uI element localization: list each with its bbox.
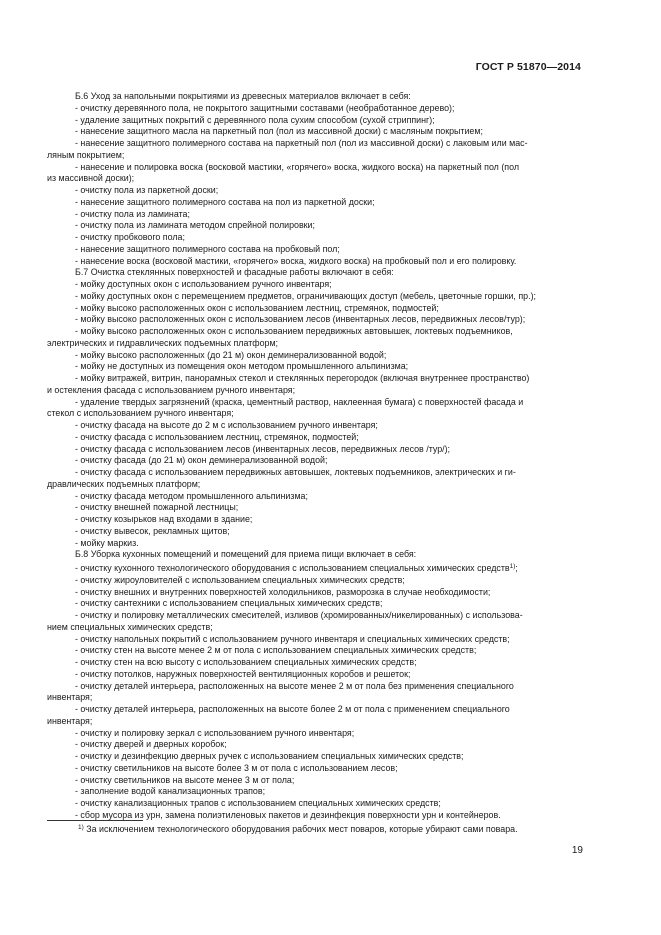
text-line <box>47 716 584 728</box>
text-line <box>47 326 584 338</box>
text-line-content: - нанесение защитного полимерного состава на паркетный пол (пол из массивной доски) с лаковым или мас- <box>75 138 528 148</box>
text-line <box>47 502 584 514</box>
text-line <box>47 598 584 610</box>
text-line-content: - очистку напольных покрытий с использованием ручного инвентаря и специальных химических средств; <box>75 633 510 644</box>
text-line <box>47 786 584 798</box>
text-line-content: - мойку высоко расположенных окон с использованием лесов (инвентарных лесов, передвижных лесов/тур); <box>75 314 526 325</box>
text-line <box>47 244 584 256</box>
text-line <box>47 538 584 550</box>
text-line <box>47 408 584 420</box>
text-line <box>47 704 584 716</box>
text-line-content: - нанесение защитного полимерного состава на пол из паркетной доски; <box>75 196 375 207</box>
text-line <box>47 256 584 268</box>
text-line <box>47 669 584 681</box>
text-line-content: - очистку фасада с использованием передвижных автовышек, локтевых подъемников, электрических и ги- <box>75 467 516 477</box>
text-line-content: - очистку пола из ламината методом спрейной полировки; <box>75 220 315 231</box>
text-line-content: - очистку жироуловителей с использованием специальных химических средств; <box>75 574 405 585</box>
text-line <box>47 561 584 575</box>
text-line <box>47 575 584 587</box>
text-line-content: - очистку стен на высоте менее 2 м от пола с использованием специальных химических средств; <box>75 645 477 656</box>
text-line-content: Б.6 Уход за напольными покрытиями из древесных материалов включает в себя: <box>75 91 411 101</box>
text-line <box>47 657 584 669</box>
text-line-content: - очистку фасада с использованием лестниц, стремянок, подмостей; <box>75 431 359 442</box>
text-line <box>47 681 584 693</box>
text-line-content: - мойку не доступных из помещения окон методом промышленного альпинизма; <box>75 361 409 372</box>
footnote-text: За исключением технологического оборудования рабочих мест поваров, которые убирают сами повара. <box>83 824 518 834</box>
text-line <box>47 763 584 775</box>
text-line <box>47 775 584 787</box>
text-line-content: - очистку фасада методом промышленного альпинизма; <box>75 490 308 501</box>
footnote-separator <box>47 820 143 821</box>
text-line-content: - очистку козырьков над входами в здание; <box>75 514 253 524</box>
text-line-content: - очистку дверей и дверных коробок; <box>75 739 227 750</box>
text-line-content: - очистку и дезинфекцию дверных ручек с использованием специальных химических средств; <box>75 751 464 761</box>
text-line-content: - мойку высоко расположенных окон с использованием передвижных автовышек, локтевых подъемников, <box>75 326 513 336</box>
text-line <box>47 751 584 763</box>
text-line <box>47 728 584 740</box>
text-line <box>47 138 584 150</box>
text-line <box>47 361 584 373</box>
text-line-content: - очистку пола из ламината; <box>75 208 190 219</box>
text-line-content: - нанесение и полировка воска (восковой мастики, «горячего» воска, жидкого воска) на паркетный пол (пол <box>75 161 520 172</box>
text-line-content: Б.8 Уборка кухонных помещений и помещений для приема пищи включает в себя: <box>75 549 417 560</box>
text-line <box>47 385 584 397</box>
text-line-content: - очистку деревянного пола, не покрытого защитными составами (необработанное дерево); <box>75 102 455 113</box>
text-line <box>47 479 584 491</box>
text-line <box>47 692 584 704</box>
text-line <box>47 267 584 279</box>
text-line <box>47 220 584 232</box>
text-line-content: - очистку фасада (до 21 м) окон деминерализованной водой; <box>75 455 328 466</box>
text-line <box>47 162 584 174</box>
text-line-content: - заполнение водой канализационных трапов; <box>75 786 266 797</box>
text-line <box>47 587 584 599</box>
text-line-content: - мойку доступных окон с использованием ручного инвентаря; <box>75 279 332 289</box>
text-line-content: - очистку фасада с использованием лесов (инвентарных лесов, передвижных лесов /тур/); <box>75 443 451 454</box>
text-line-content: - очистку фасада на высоте до 2 м с использованием ручного инвентаря; <box>75 420 378 430</box>
text-line-content: - мойку доступных окон с перемещением предметов, ограничивающих доступ (мебель, цветочные горшки, пр.); <box>75 290 536 301</box>
text-line-tail: ; <box>515 563 518 573</box>
text-line-content: - мойку маркиз. <box>75 537 139 548</box>
text-line <box>47 397 584 409</box>
text-line-content: электрических и гидравлических подъемных платформ; <box>47 337 279 348</box>
body-text <box>47 91 584 822</box>
text-line <box>47 455 584 467</box>
text-line <box>47 185 584 197</box>
text-line-content: ляным покрытием; <box>47 149 125 160</box>
text-line <box>47 467 584 479</box>
text-line-content: из массивной доски); <box>47 173 135 184</box>
text-line <box>47 798 584 810</box>
text-line-content: - удаление твердых загрязнений (краска, цементный раствор, наклеенная бумага) с поверхностей фасада и <box>75 396 524 407</box>
text-line-content: - очистку деталей интерьера, расположенных на высоте более 2 м от пола с применением специального <box>75 704 510 714</box>
text-line <box>47 303 584 315</box>
text-line-content: - нанесение воска (восковой мастики, «горячего» воска, жидкого воска) на пробковый пол и его полировку. <box>75 255 517 266</box>
text-line <box>47 549 584 561</box>
text-line-content: - очистку деталей интерьера, расположенных на высоте менее 2 м от пола без применения специального <box>75 680 514 691</box>
text-line-content: - удаление защитных покрытий с деревянного пола сухим способом (сухой стриппинг); <box>75 114 435 125</box>
document-number: ГОСТ Р 51870—2014 <box>475 61 581 73</box>
text-line <box>47 197 584 209</box>
text-line <box>47 491 584 503</box>
text-line-content: - очистку канализационных трапов с использованием специальных химических средств; <box>75 798 441 808</box>
text-line-content: - очистку пола из паркетной доски; <box>75 185 219 195</box>
text-line-content: - очистку потолков, наружных поверхностей вентиляционных коробов и решеток; <box>75 668 411 679</box>
text-line <box>47 338 584 350</box>
text-line <box>47 634 584 646</box>
text-line <box>47 209 584 221</box>
footnote <box>78 822 588 836</box>
text-line <box>47 232 584 244</box>
text-line-content: и остекления фасада с использованием ручного инвентаря; <box>47 384 296 395</box>
text-line-content: - нанесение защитного масла на паркетный пол (пол из массивной доски) с масляным покрытием; <box>75 126 483 137</box>
text-line <box>47 91 584 103</box>
text-line-content: инвентаря; <box>47 692 93 703</box>
text-line <box>47 444 584 456</box>
text-line-content: - мойку высоко расположенных окон с использованием лестниц, стремянок, подмостей; <box>75 302 439 313</box>
text-line-content: - мойку высоко расположенных (до 21 м) окон деминерализованной водой; <box>75 349 387 360</box>
text-line-content: дравлических подъемных платформ; <box>47 478 201 489</box>
text-line <box>47 526 584 538</box>
text-line <box>47 126 584 138</box>
text-line-content: - очистку светильников на высоте более 3 м от пола с использованием лесов; <box>75 762 398 773</box>
text-line-content: - очистку светильников на высоте менее 3 м от пола; <box>75 774 295 785</box>
text-line-content: - нанесение защитного полимерного состава на пробковый пол; <box>75 243 340 254</box>
footnote-reference: 1) <box>509 563 516 570</box>
text-line <box>47 645 584 657</box>
text-line <box>47 622 584 634</box>
text-line-content: Б.7 Очистка стеклянных поверхностей и фасадные работы включают в себя: <box>75 267 394 278</box>
text-line <box>47 279 584 291</box>
text-line <box>47 350 584 362</box>
text-line <box>47 739 584 751</box>
text-line-content: - очистку внешних и внутренних поверхностей холодильников, разморозка в случае необходимости; <box>75 586 491 597</box>
text-line-content: - очистку кухонного технологического оборудования с использованием специальных химических средств <box>75 563 510 573</box>
text-line <box>47 103 584 115</box>
text-line-content: - очистку и полировку металлических смесителей, изливов (хромированных/никелированных) с использова- <box>75 610 523 620</box>
text-line-content: - очистку стен на всю высоту с использованием специальных химических средств; <box>75 657 417 667</box>
text-line-content: - мойку витражей, витрин, панорамных стекол и стеклянных перегородок (включая внутреннее пространство) <box>75 373 530 383</box>
text-line <box>47 173 584 185</box>
text-line <box>47 150 584 162</box>
text-line <box>47 432 584 444</box>
text-line <box>47 373 584 385</box>
text-line-content: нием специальных химических средств; <box>47 621 213 632</box>
footnote-marker: 1) <box>78 824 84 831</box>
text-line-content: - очистку и полировку зеркал с использованием ручного инвентаря; <box>75 727 355 738</box>
text-line-content: - очистку вывесок, рекламных щитов; <box>75 525 230 536</box>
text-line-content: - сбор мусора из урн, замена полиэтиленовых пакетов и дезинфекция поверхности урн и контейнеров. <box>75 809 501 820</box>
text-line <box>47 115 584 127</box>
text-line-content: - очистку пробкового пола; <box>75 232 185 242</box>
text-line-content: - очистку сантехники с использованием специальных химических средств; <box>75 598 383 609</box>
text-line-content: инвентаря; <box>47 715 93 726</box>
text-line <box>47 314 584 326</box>
text-line-content: стекол с использованием ручного инвентаря; <box>47 408 234 419</box>
text-line-content: - очистку внешней пожарной лестницы; <box>75 502 239 513</box>
page-number: 19 <box>571 845 583 856</box>
text-line <box>47 420 584 432</box>
text-line <box>47 514 584 526</box>
text-line <box>47 610 584 622</box>
text-line <box>47 291 584 303</box>
